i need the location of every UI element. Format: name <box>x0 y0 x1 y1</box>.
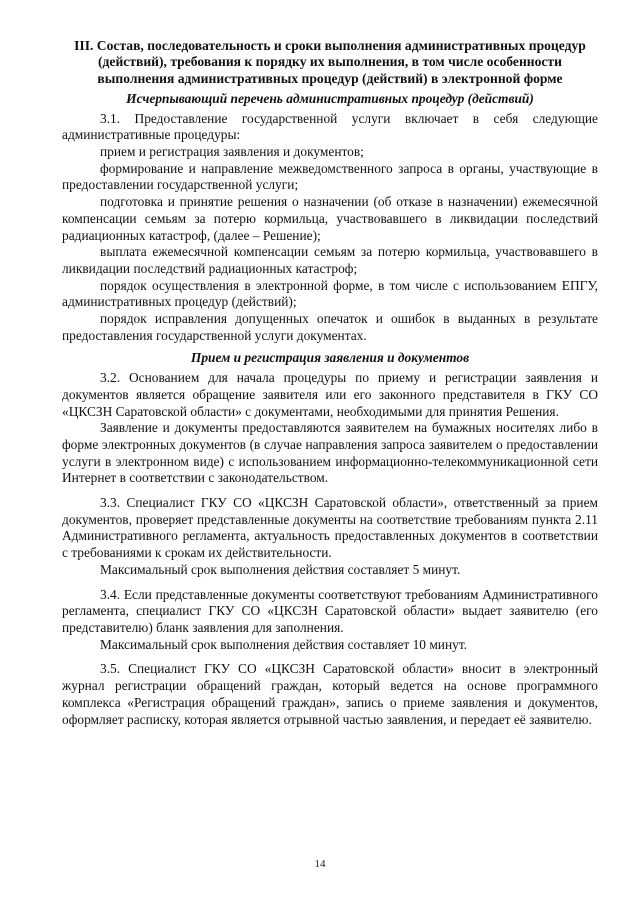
spacer <box>62 579 598 587</box>
list-item: прием и регистрация заявления и документов; <box>100 144 364 159</box>
paragraph-3-1-intro: 3.1. Предоставление государственной услуги включает в себя следующие административные процедуры: <box>62 110 598 143</box>
list-item: выплата ежемесячной компенсации семьям за потерю кормильца, участвовавшего в ликвидации последствий радиационных катастроф; <box>62 244 598 276</box>
paragraph-3-4: 3.4. Если представленные документы соответствуют требованиям Административного регламента, специалист ГКУ СО «ЦКСЗН Саратовской области» выдает заявителю (его представителю) бланк заявления для заполнения. <box>62 586 598 635</box>
section-title: III. Состав, последовательность и сроки выполнения административных процедур (действий), требования к порядку их выполнения, в том числе особенности выполнения административных процедур (действий) в электронной форме <box>74 38 586 86</box>
spacer <box>62 653 598 661</box>
paragraph-3-4-deadline: Максимальный срок выполнения действия составляет 10 минут. <box>100 636 468 652</box>
paragraph-3-2: 3.2. Основанием для начала процедуры по приему и регистрации заявления и документов является обращение заявителя или его законного представителя в ГКУ СО «ЦКСЗН Саратовской области» с документами, необходимыми для принятия Решения. <box>62 370 598 419</box>
subsection-title-reception: Прием и регистрация заявления и документов <box>190 350 470 366</box>
list-item: формирование и направление межведомственного запроса в органы, участвующие в предоставлении государственной услуги; <box>62 160 598 193</box>
document-page <box>62 38 598 728</box>
paragraph-3-3: 3.3. Специалист ГКУ СО «ЦКСЗН Саратовской области», ответственный за прием документов, проверяет представленные документы на соответствие требованиям пункта 2.11 Административного регламента, актуальность предоставленных документов в соответствии с требованиями к срокам их действительности. <box>62 495 598 561</box>
list-item: порядок исправления допущенных опечаток и ошибок в выданных в результате предоставления государственной услуги документах. <box>62 311 598 343</box>
page-number: 14 <box>314 858 326 870</box>
subsection-title-procedures: Исчерпывающий перечень административных процедур (действий) <box>126 90 534 106</box>
spacer <box>62 487 598 495</box>
paragraph-3-2-continued: Заявление и документы предоставляются заявителем на бумажных носителях либо в форме электронных документов (в случае направления запроса заявителем о предоставлении услуги в электронном виде) с использованием информационно-телекоммуникационной сети Интернет в соответствии с законодательством. <box>62 420 598 486</box>
paragraph-3-3-deadline: Максимальный срок выполнения действия составляет 5 минут. <box>100 561 461 577</box>
list-item: подготовка и принятие решения о назначении (об отказе в назначении) ежемесячной компенсации семьям за потерю кормильца, участвовавшего в ликвидации последствий радиационных катастроф, (далее – Решение); <box>62 194 598 243</box>
list-item: порядок осуществления в электронной форме, в том числе с использованием ЕПГУ, административных процедур (действий); <box>62 277 598 310</box>
paragraph-3-5: 3.5. Специалист ГКУ СО «ЦКСЗН Саратовской области» вносит в электронный журнал регистрации обращений граждан, который ведется на основе программного комплекса «Регистрация обращений граждан», запись о приеме заявления и документов, оформляет расписку, которая является отрывной частью заявления, и передает её заявителю. <box>62 661 598 727</box>
